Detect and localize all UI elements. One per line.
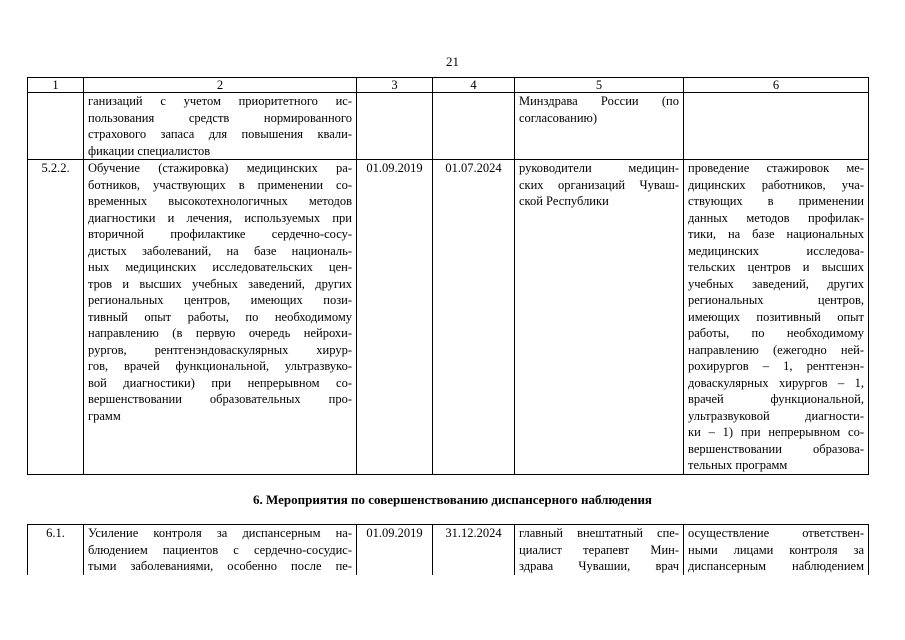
text-line: врачей функциональной, bbox=[688, 392, 864, 406]
text-line: тивный опыт работы, по необходимому bbox=[88, 309, 352, 324]
text-line: проведение стажировок ме- bbox=[688, 161, 864, 175]
text-line: тров и высших учебных заведений, других bbox=[88, 276, 352, 291]
text-line: руководители медицин- bbox=[519, 161, 679, 175]
text-line: рургов, рентгенэндоваскулярных хирур- bbox=[88, 342, 352, 357]
measures-table bbox=[27, 77, 869, 475]
cell-end-date bbox=[433, 93, 515, 160]
text-line: диагностики и лечения, используемых при bbox=[88, 210, 352, 225]
header-col-2: 2 bbox=[84, 78, 357, 93]
cell-responsible bbox=[515, 160, 684, 475]
cell-responsible bbox=[515, 525, 684, 575]
cell-result bbox=[684, 93, 869, 160]
text-line: рохирургов – 1, рентгенэн- bbox=[688, 359, 864, 373]
cell-start-date: 01.09.2019 bbox=[357, 160, 433, 475]
text-line: тики, на базе национальных bbox=[688, 227, 864, 241]
text-line: направлению (ежегодно ней- bbox=[688, 342, 864, 357]
section-title: 6. Мероприятия по совершенствованию диспансерного наблюдения bbox=[253, 492, 652, 507]
text-line: блюдением пациентов с сердечно-сосудис- bbox=[88, 542, 352, 557]
header-col-4: 4 bbox=[433, 78, 515, 93]
text-line: грамм bbox=[88, 408, 121, 423]
text-line: ки – 1) при непрерывном со- bbox=[688, 425, 864, 439]
text-line: дистых заболеваний, на базе националь- bbox=[88, 243, 352, 258]
cell-description bbox=[84, 93, 357, 160]
cell-number: 6.1. bbox=[28, 525, 84, 575]
header-col-3: 3 bbox=[357, 78, 433, 93]
text-line: ских организаций Чуваш- bbox=[519, 177, 679, 192]
text-line: временных высокотехнологичных методов bbox=[88, 194, 352, 208]
cell-result bbox=[684, 525, 869, 575]
text-line: имеющих позитивный опыт bbox=[688, 309, 864, 324]
text-line: пользования средств нормированного bbox=[88, 110, 352, 125]
text-line: медицинских исследова- bbox=[688, 243, 864, 258]
text-line: диспансерным наблюдением bbox=[688, 559, 864, 573]
text-line: учебных заведений, других bbox=[688, 276, 864, 291]
text-line: вой диагностики) при непрерывном со- bbox=[88, 375, 352, 390]
cell-result bbox=[684, 160, 869, 475]
header-col-1: 1 bbox=[28, 78, 84, 93]
text-line: дицинских работников, уча- bbox=[688, 177, 864, 192]
text-line: тыми заболеваниями, особенно после пе- bbox=[88, 559, 352, 573]
text-line: региональных центров, bbox=[688, 293, 864, 307]
table-row-6-1 bbox=[28, 525, 869, 575]
text-line: гов, врачей функциональной, ультразвуко- bbox=[88, 359, 352, 373]
text-line: ганизаций с учетом приоритетного ис- bbox=[88, 94, 352, 108]
table-row-5-2-2 bbox=[28, 160, 869, 475]
cell-responsible bbox=[515, 93, 684, 160]
text-line: вторичной профилактике сердечно-сосу- bbox=[88, 227, 352, 241]
text-line: тельных программ bbox=[688, 458, 788, 472]
cell-number bbox=[28, 93, 84, 160]
text-line: циалист терапевт Мин- bbox=[519, 542, 679, 557]
text-line: ных медицинских исследовательских цен- bbox=[88, 260, 352, 274]
text-line: региональных центров, имеющих пози- bbox=[88, 293, 352, 307]
text-line: страхового запаса для повышения квали- bbox=[88, 127, 352, 141]
text-line: ствующих в применении bbox=[688, 194, 864, 208]
text-line: доваскулярных хирургов – 1, bbox=[688, 375, 864, 390]
measures-table-section-6 bbox=[27, 524, 869, 575]
table-header-row bbox=[28, 78, 869, 93]
text-line: здрава Чувашии, врач bbox=[519, 559, 679, 573]
text-line: работы, по необходимому bbox=[688, 326, 864, 340]
text-line: Усиление контроля за диспансерным на- bbox=[88, 526, 352, 540]
cell-number: 5.2.2. bbox=[28, 160, 84, 475]
text-line: фикации специалистов bbox=[88, 143, 211, 158]
text-line: данных методов профилак- bbox=[688, 210, 864, 225]
cell-description bbox=[84, 160, 357, 475]
text-line: вершенствовании образовательных про- bbox=[88, 392, 352, 406]
text-line: вершенствовании образова- bbox=[688, 441, 864, 456]
text-line: согласованию) bbox=[519, 110, 598, 125]
cell-description bbox=[84, 525, 357, 575]
text-line: ультразвуковой диагности- bbox=[688, 408, 864, 423]
cell-end-date: 31.12.2024 bbox=[433, 525, 515, 575]
text-line: осуществление ответствен- bbox=[688, 526, 864, 540]
text-line: Минздрава России (по bbox=[519, 94, 679, 108]
text-line: главный внештатный спе- bbox=[519, 526, 679, 540]
text-line: ской Республики bbox=[519, 194, 609, 208]
header-col-5: 5 bbox=[515, 78, 684, 93]
text-line: направлению (в первую очередь нейрохи- bbox=[88, 326, 352, 340]
text-line: ботников, участвующих в применении со- bbox=[88, 177, 352, 192]
cell-start-date: 01.09.2019 bbox=[357, 525, 433, 575]
page-number: 21 bbox=[446, 54, 459, 69]
cell-start-date bbox=[357, 93, 433, 160]
cell-end-date: 01.07.2024 bbox=[433, 160, 515, 475]
text-line: тельских центров и высших bbox=[688, 260, 864, 274]
table-row-continuation bbox=[28, 93, 869, 160]
text-line: Обучение (стажировка) медицинских ра- bbox=[88, 161, 352, 175]
header-col-6: 6 bbox=[684, 78, 869, 93]
text-line: ными лицами контроля за bbox=[688, 542, 864, 557]
